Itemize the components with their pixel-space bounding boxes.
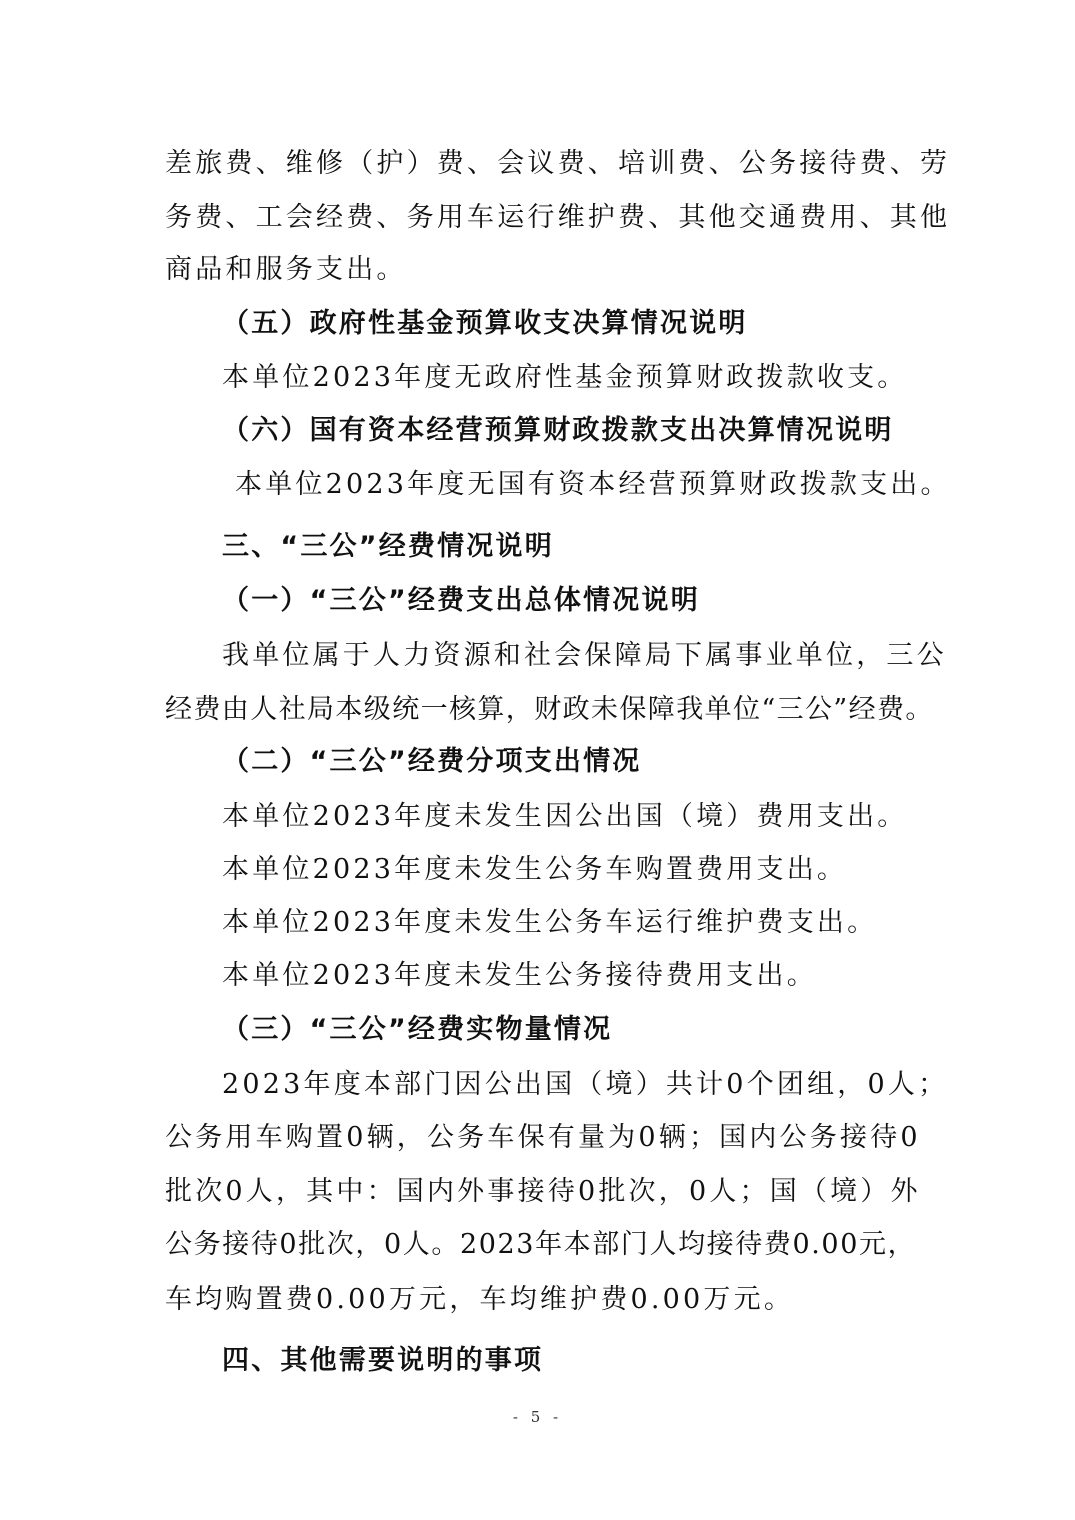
body-text: 本单位2023年度未发生公务接待费用支出。 (222, 960, 817, 991)
body-text: 公务用车购置0辆，公务车保有量为0辆；国内公务接待0 (165, 1122, 921, 1153)
body-text: 本单位2023年度未发生因公出国（境）费用支出。 (222, 801, 908, 832)
body-text: 本单位2023年度无国有资本经营预算财政拨款支出。 (235, 469, 951, 500)
section-heading: （六）国有资本经营预算财政拨款支出决算情况说明 (222, 415, 894, 446)
section-heading: （五）政府性基金预算收支决算情况说明 (222, 308, 748, 339)
chapter-heading: 四、其他需要说明的事项 (222, 1345, 544, 1376)
chapter-heading: 三、“三公”经费情况说明 (222, 531, 554, 562)
body-text: 2023年度本部门因公出国（境）共计0个团组，0人； (222, 1069, 949, 1100)
page-number: - 5 - (512, 1408, 563, 1426)
section-heading: （一）“三公”经费支出总体情况说明 (222, 585, 700, 616)
body-text: 公务接待0批次，0人。2023年本部门人均接待费0.00元， (165, 1229, 917, 1260)
body-text: 我单位属于人力资源和社会保障局下属事业单位，三公 (222, 640, 947, 671)
body-text: 本单位2023年度无政府性基金预算财政拨款收支。 (222, 362, 908, 393)
body-text: 差旅费、维修（护）费、会议费、培训费、公务接待费、劳 (165, 148, 951, 179)
body-text: 本单位2023年度未发生公务车运行维护费支出。 (222, 907, 878, 938)
body-text: 批次0人，其中：国内外事接待0批次，0人；国（境）外 (165, 1176, 921, 1207)
section-heading: （三）“三公”经费实物量情况 (222, 1014, 613, 1045)
body-text: 车均购置费0.00万元，车均维护费0.00万元。 (165, 1284, 795, 1315)
body-text: 务费、工会经费、务用车运行维护费、其他交通费用、其他 (165, 202, 951, 233)
body-text: 本单位2023年度未发生公务车购置费用支出。 (222, 854, 848, 885)
section-heading: （二）“三公”经费分项支出情况 (222, 746, 642, 777)
body-text: 商品和服务支出。 (165, 254, 407, 285)
body-text: 经费由人社局本级统一核算，财政未保障我单位“三公”经费。 (165, 694, 934, 725)
